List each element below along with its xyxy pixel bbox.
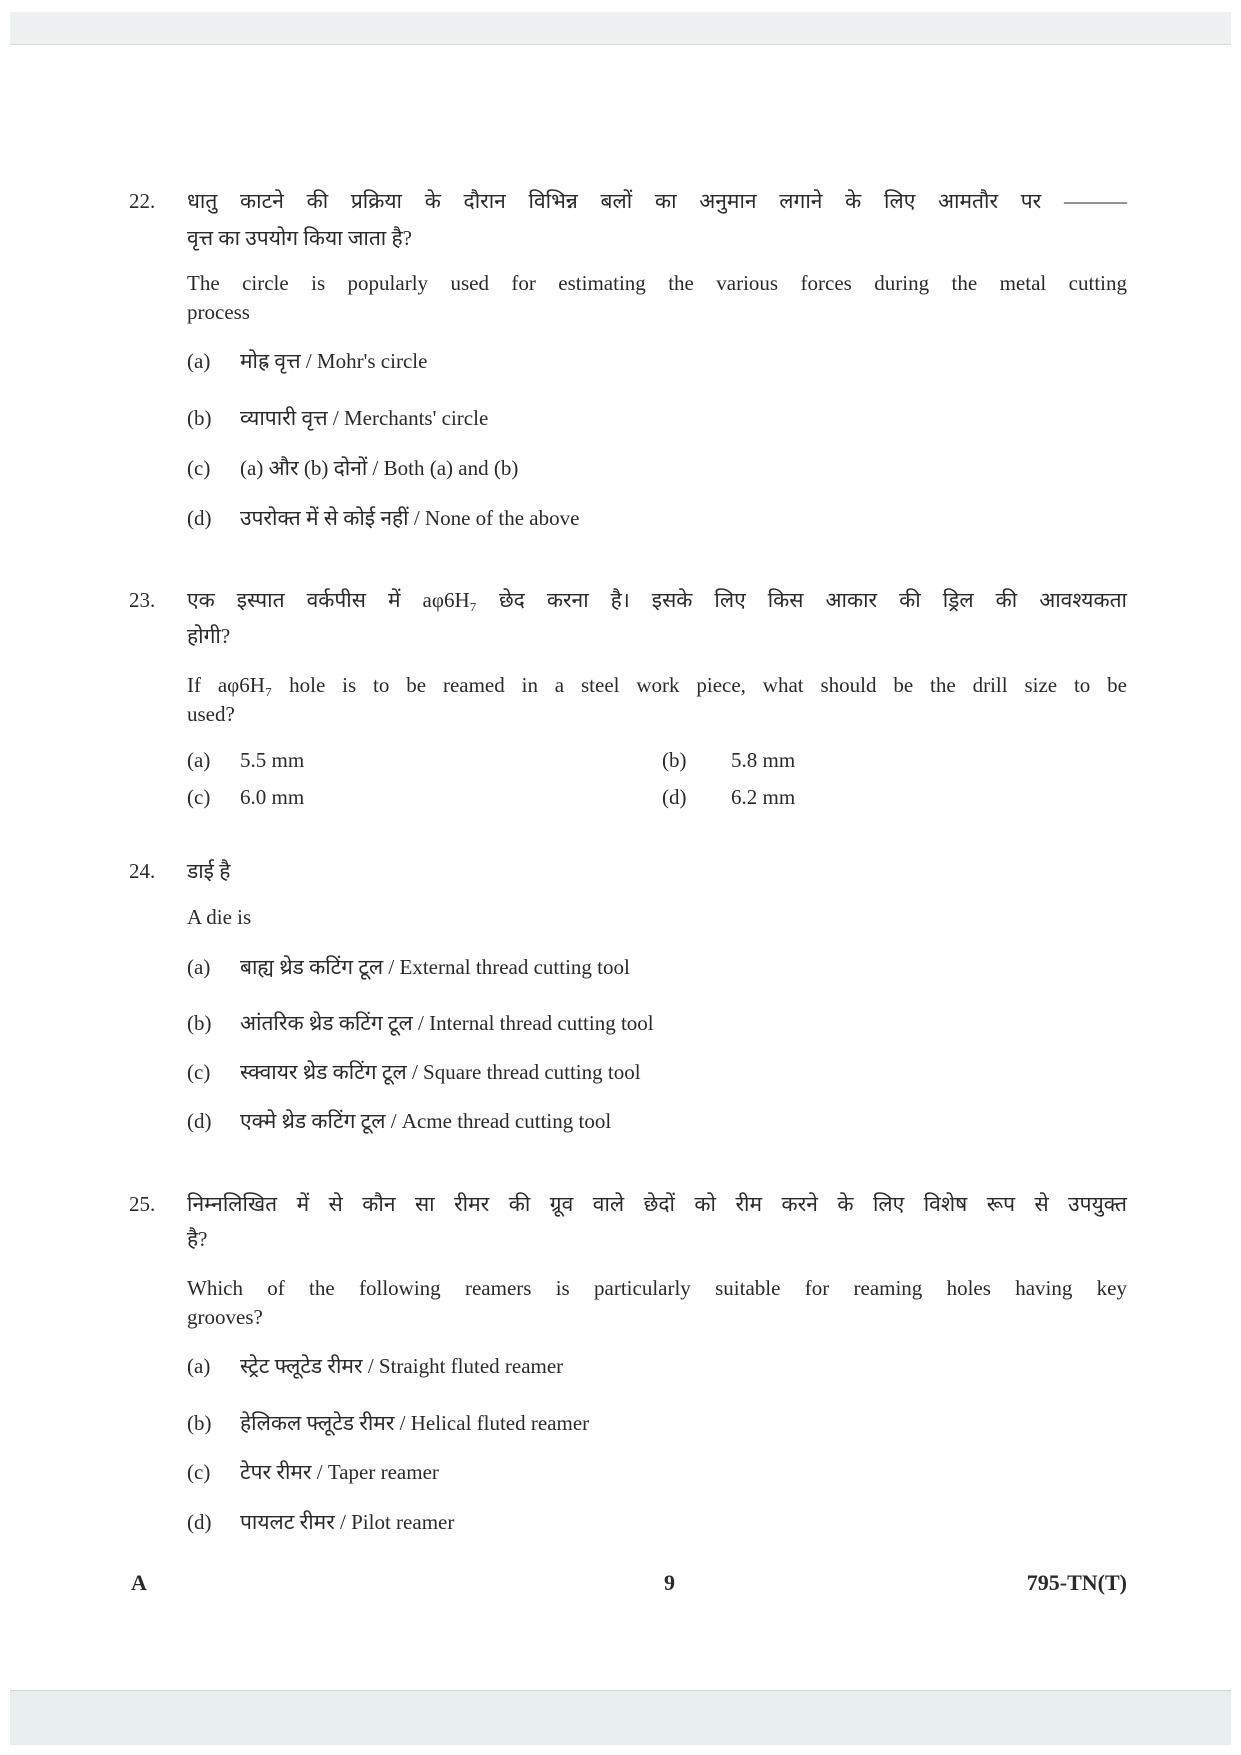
option-label: (d) [187,1510,212,1534]
option-label: (b) [187,406,212,430]
option-text: 6.2 mm [731,785,796,809]
option-label: (a) [187,349,211,373]
page-number: 9 [664,1570,675,1595]
option-text: मोह्र वृत्त / Mohr's circle [240,349,428,373]
question-text-hindi: एक इस्पात वर्कपीस में aφ6H₇ छेद करना है। इसके लिए किस आकार की ड्रिल की आवश्यकता [187,588,1127,612]
option-text: (a) और (b) दोनों / Both (a) and (b) [240,456,519,480]
scan-edge-top [10,12,1231,45]
option-label: (a) [187,1354,211,1378]
option-text: 5.8 mm [731,748,796,772]
option-label: (d) [662,785,687,809]
question-text-english: If aφ6H₇ hole is to be reamed in a steel work piece, what should be the drill size to be [187,673,1127,697]
option-text: बाह्य थ्रेड कटिंग टूल / External thread cutting tool [240,955,630,979]
question-text-hindi: निम्नलिखित में से कौन सा रीमर की ग्रूव वाले छेदों को रीम करने के लिए विशेष रूप से उपयुक्त [187,1192,1127,1216]
option-label: (b) [662,748,687,772]
paper-set: A [131,1570,147,1595]
option-text: 5.5 mm [240,748,305,772]
question-text-hindi: धातु काटने की प्रक्रिया के दौरान विभिन्न बलों का अनुमान लगाने के लिए आमतौर पर ——— [187,189,1127,213]
option-text: पायलट रीमर / Pilot reamer [240,1510,455,1534]
question-text-hindi: वृत्त का उपयोग किया जाता है? [187,226,412,250]
question-number: 25. [129,1192,156,1216]
option-text: व्यापारी वृत्त / Merchants' circle [240,406,489,430]
option-label: (a) [187,748,211,772]
question-text-hindi: है? [187,1227,208,1251]
option-text: आंतरिक थ्रेड कटिंग टूल / Internal thread cutting tool [240,1011,654,1035]
option-label: (b) [187,1411,212,1435]
option-label: (a) [187,955,211,979]
paper-code: 795-TN(T) [1026,1570,1127,1595]
question-text-hindi: डाई है [187,859,231,883]
question-text-english: Which of the following reamers is particularly suitable for reaming holes having key [187,1276,1127,1300]
question-text-hindi: होगी? [187,624,231,648]
scan-edge-bottom [10,1690,1231,1745]
question-number: 23. [129,588,156,612]
question-text-english: used? [187,702,235,726]
option-text: एक्मे थ्रेड कटिंग टूल / Acme thread cutting tool [240,1109,612,1133]
question-text-english: A die is [187,905,252,929]
option-text: स्क्वायर थ्रेड कटिंग टूल / Square thread cutting tool [240,1060,641,1084]
question-number: 24. [129,859,156,883]
option-label: (c) [187,1060,211,1084]
option-text: उपरोक्त में से कोई नहीं / None of the above [240,506,580,530]
question-text-english: process [187,300,250,324]
question-text-english: The circle is popularly used for estimating the various forces during the metal cutting [187,271,1127,295]
option-text: स्ट्रेट फ्लूटेड रीमर / Straight fluted reamer [240,1354,564,1378]
option-text: 6.0 mm [240,785,305,809]
option-label: (c) [187,1460,211,1484]
option-text: हेलिकल फ्लूटेड रीमर / Helical fluted reamer [240,1411,590,1435]
question-number: 22. [129,189,156,213]
option-label: (d) [187,1109,212,1133]
option-label: (c) [187,456,211,480]
option-text: टेपर रीमर / Taper reamer [240,1460,439,1484]
question-text-english: grooves? [187,1305,263,1329]
option-label: (c) [187,785,211,809]
option-label: (b) [187,1011,212,1035]
option-label: (d) [187,506,212,530]
